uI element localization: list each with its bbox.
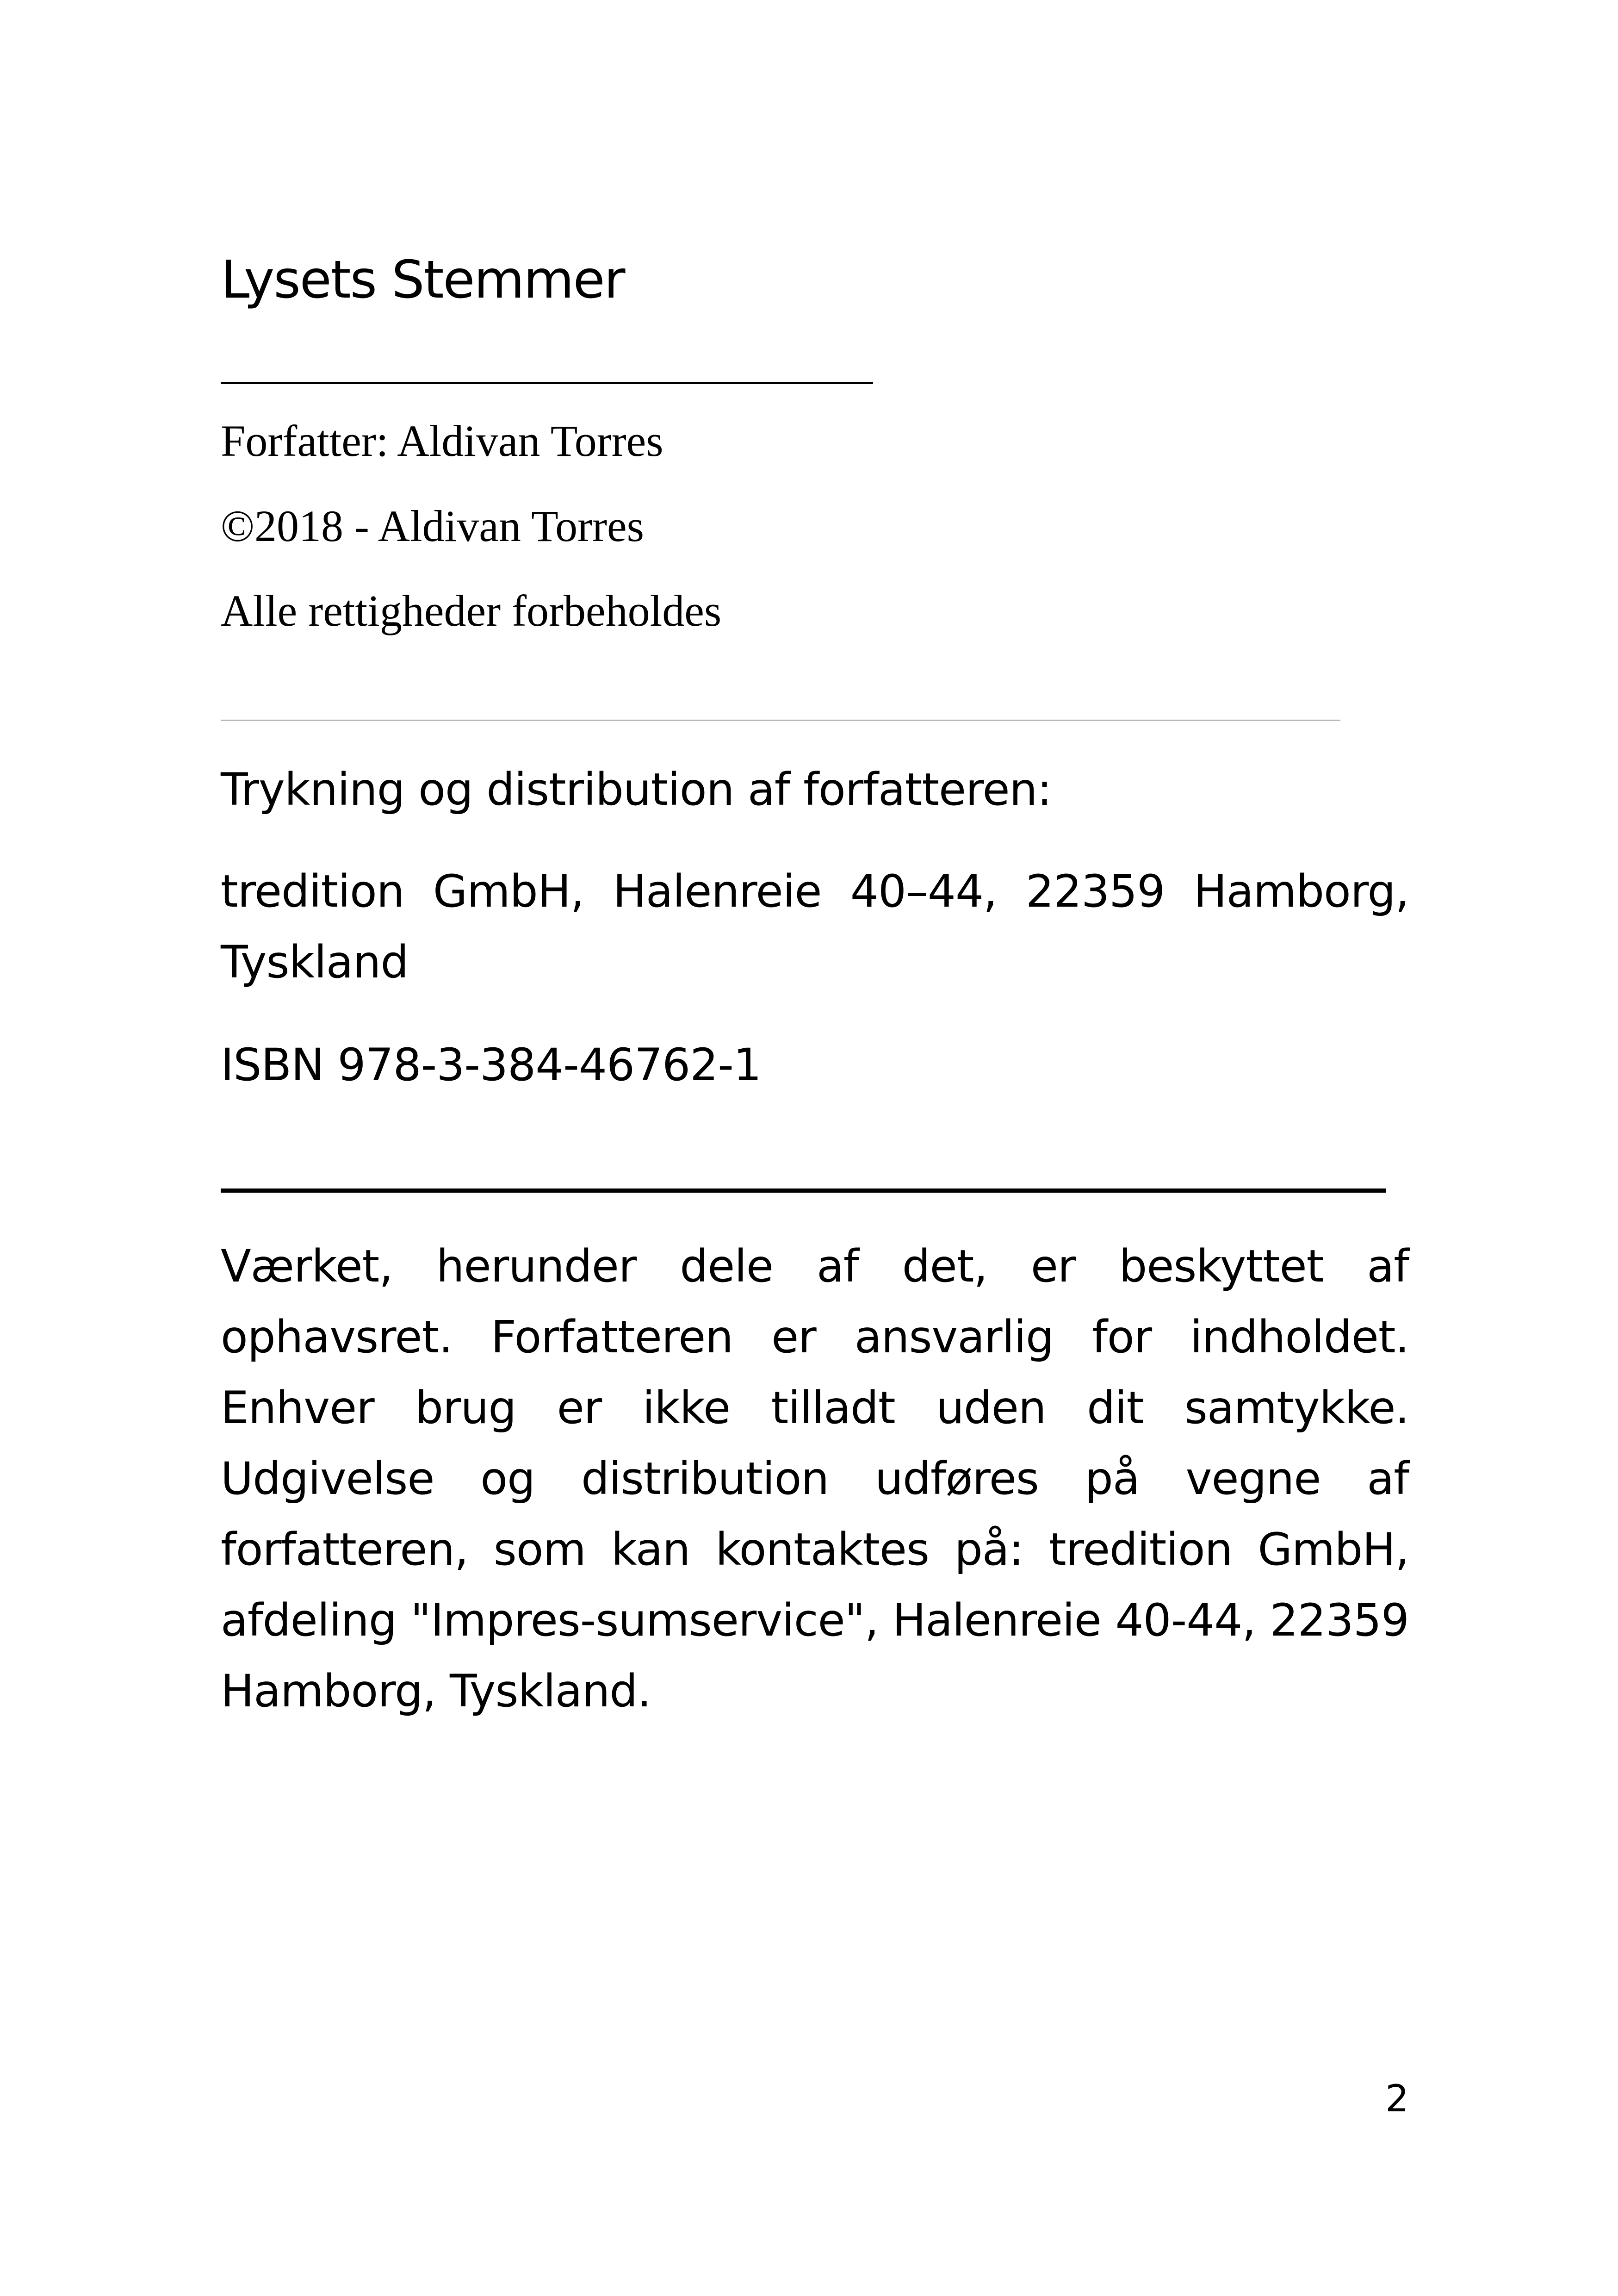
author-line: Forfatter: Aldivan Torres <box>221 416 663 466</box>
copyright-line: ©2018 - Aldivan Torres <box>221 501 644 551</box>
title-divider <box>221 382 873 384</box>
printing-heading: Trykning og distribution af forfatteren: <box>221 764 1052 815</box>
printer-address: tredition GmbH, Halenreie 40–44, 22359 Hamborg, Tyskland <box>221 865 1409 988</box>
publication-divider <box>221 1188 1386 1193</box>
copyright-notice: Værket, herunder dele af det, er beskyttet af ophavsret. Forfatteren er ansvarlig for indholdet. Enhver brug er ikke tilladt uden dit samtykke. Udgivelse og distribution udføres på vegne af forfatteren, som kan kontaktes på: tredition GmbH, afdeling "Impres-sumservice", Halenreie 40-44, 22359 Hamborg, Tyskland. <box>221 1240 1409 1717</box>
isbn-line: ISBN 978-3-384-46762-1 <box>221 1039 762 1091</box>
book-title: Lysets Stemmer <box>221 250 625 310</box>
credits-divider <box>221 720 1340 721</box>
rights-line: Alle rettigheder forbeholdes <box>221 586 722 635</box>
page-number: 2 <box>1385 2077 1409 2120</box>
